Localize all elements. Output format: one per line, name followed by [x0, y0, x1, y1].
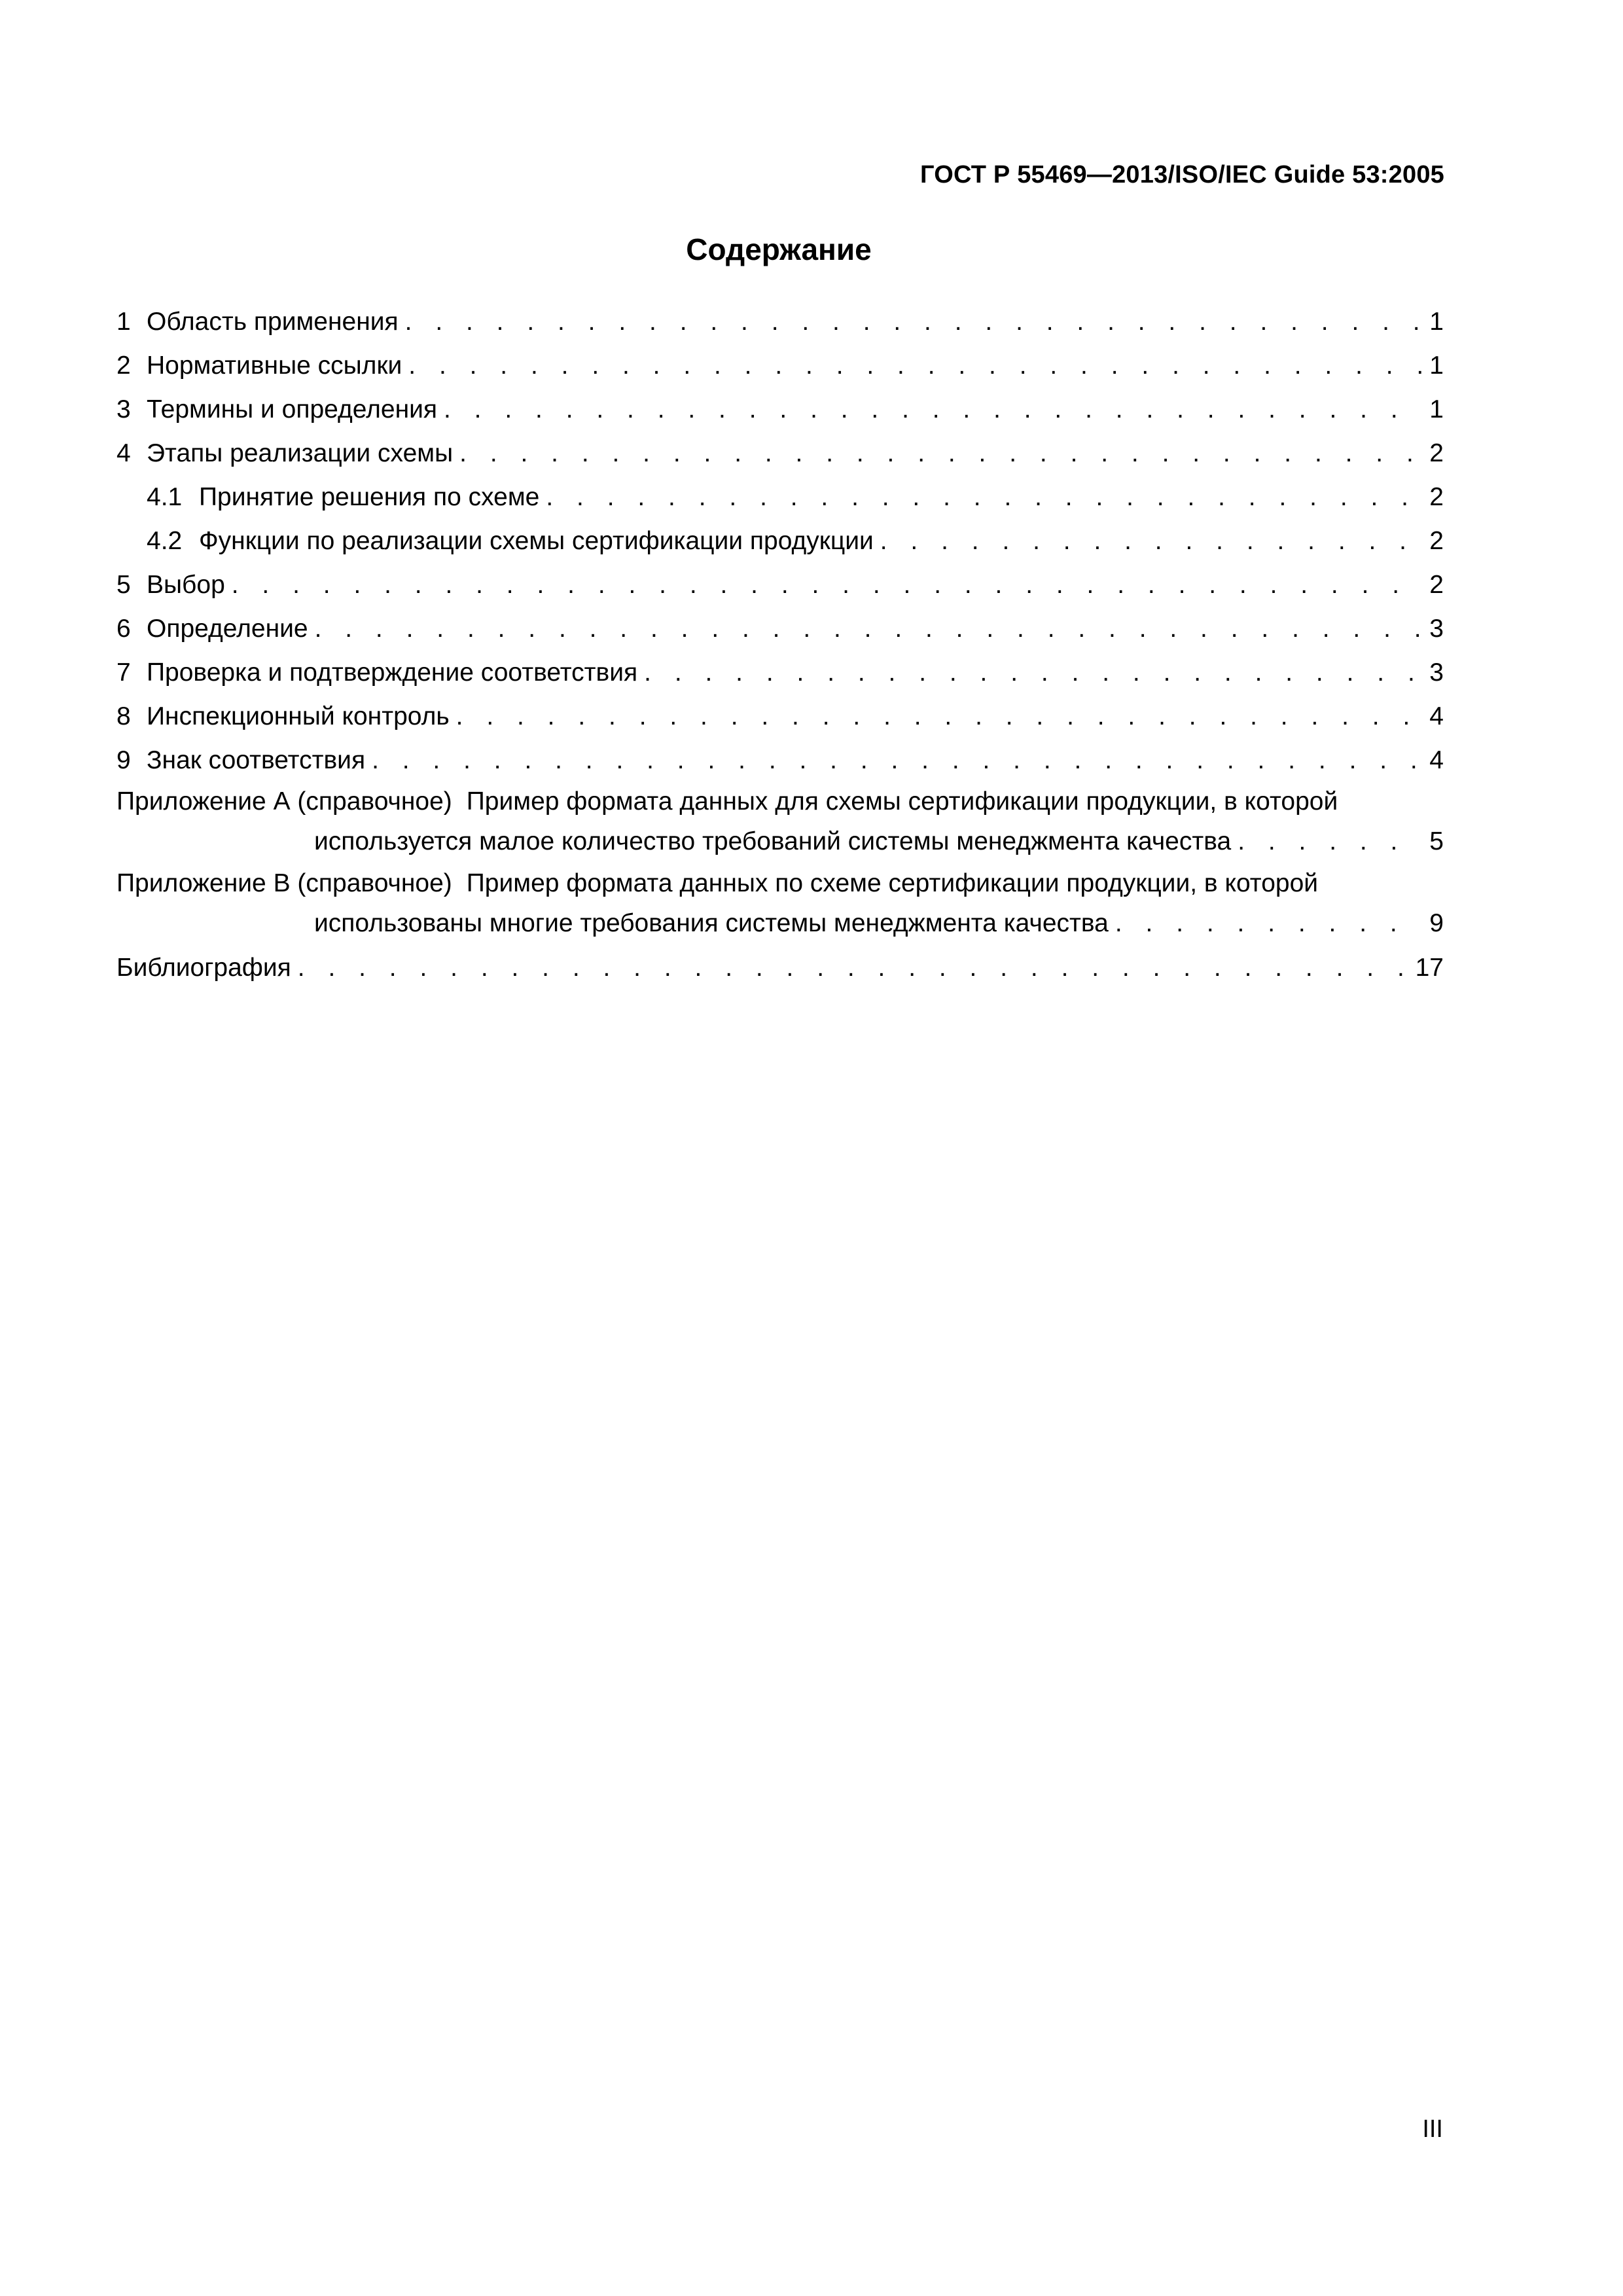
annex-title-line2: использованы многие требования системы менеджмента качества: [314, 909, 1109, 937]
toc-item-number: 9: [116, 746, 131, 774]
toc-item-4-1[interactable]: [116, 475, 1444, 519]
toc-item-number: 7: [116, 658, 131, 687]
annex-heading: Приложение А (справочное): [116, 787, 452, 816]
dot-leader: [1115, 903, 1421, 944]
toc-item-label: Принятие решения по схеме: [199, 483, 540, 511]
toc-item-number: 4.1: [147, 483, 183, 511]
toc-item-label: Область применения: [147, 308, 399, 336]
document-code: ГОСТ Р 55469—2013/ISO/IEC Guide 53:2005: [920, 161, 1444, 188]
toc-item-label: Термины и определения: [147, 395, 438, 423]
toc-item-9[interactable]: [116, 738, 1444, 782]
toc-item-number: 1: [116, 308, 131, 336]
toc-item-7[interactable]: [116, 651, 1444, 694]
dot-leader: [459, 431, 1421, 475]
annex-first-line: [116, 782, 1444, 821]
toc-item-8[interactable]: [116, 694, 1444, 738]
toc-item-page: 9: [1429, 909, 1444, 937]
toc-item-page: 3: [1429, 658, 1444, 687]
toc-title: Содержание: [686, 232, 872, 266]
dot-leader: [546, 475, 1421, 519]
annex-first-line: [116, 864, 1444, 903]
toc-item-number: 8: [116, 702, 131, 730]
annex-title-line1: Пример формата данных по схеме сертификации продукции, в которой: [466, 869, 1319, 897]
annex-title-line2: используется малое количество требований системы менеджмента качества: [314, 827, 1232, 855]
toc-item-page: 17: [1415, 954, 1444, 982]
toc-item-page: 3: [1429, 615, 1444, 643]
annex-second-line: [116, 903, 1444, 944]
toc-item-4[interactable]: [116, 431, 1444, 475]
toc-item-page: 2: [1429, 527, 1444, 555]
annex-heading: Приложение В (справочное): [116, 869, 452, 897]
toc-item-number: 6: [116, 615, 131, 643]
toc-item-label: Этапы реализации схемы: [147, 439, 454, 467]
toc-item-label: Знак соответствия: [147, 746, 366, 774]
toc-item-number: 2: [116, 351, 131, 380]
toc-item-page: 1: [1429, 308, 1444, 336]
toc-item-number: 5: [116, 571, 131, 599]
toc-annex-a[interactable]: [116, 782, 1444, 864]
dot-leader: [408, 344, 1421, 387]
annex-second-line: [116, 821, 1444, 863]
dot-leader: [405, 300, 1421, 344]
toc-item-6[interactable]: [116, 607, 1444, 651]
toc-item-number: 3: [116, 395, 131, 423]
toc-item-page: 5: [1429, 827, 1444, 855]
toc-item-2[interactable]: [116, 344, 1444, 387]
toc-bibliography[interactable]: [116, 946, 1444, 990]
toc-item-page: 2: [1429, 439, 1444, 467]
dot-leader: [315, 607, 1421, 651]
toc-item-4-2[interactable]: [116, 519, 1444, 563]
toc-item-page: 2: [1429, 571, 1444, 599]
toc-item-label: Выбор: [147, 571, 225, 599]
toc-item-number: 4: [116, 439, 131, 467]
toc-item-3[interactable]: [116, 387, 1444, 431]
toc-item-page: 1: [1429, 395, 1444, 423]
dot-leader: [232, 563, 1421, 607]
toc-item-page: 1: [1429, 351, 1444, 380]
toc-item-label: Проверка и подтверждение соответствия: [147, 658, 638, 687]
page-number: III: [1422, 2115, 1443, 2143]
dot-leader: [1238, 821, 1421, 863]
annex-title-line1: Пример формата данных для схемы сертификации продукции, в которой: [466, 787, 1338, 816]
dot-leader: [456, 694, 1421, 738]
toc-item-5[interactable]: [116, 563, 1444, 607]
toc-annex-b[interactable]: [116, 864, 1444, 946]
dot-leader: [298, 946, 1409, 990]
dot-leader: [372, 738, 1421, 782]
toc-item-label: Инспекционный контроль: [147, 702, 450, 730]
toc-item-label: Функции по реализации схемы сертификации продукции: [199, 527, 874, 555]
toc-item-page: 4: [1429, 746, 1444, 774]
toc-item-page: 2: [1429, 483, 1444, 511]
toc-item-label: Определение: [147, 615, 308, 643]
toc-item-label: Нормативные ссылки: [147, 351, 402, 380]
toc-item-page: 4: [1429, 702, 1444, 730]
toc-item-number: 4.2: [147, 527, 183, 555]
dot-leader: [880, 519, 1421, 563]
toc-item-label: Библиография: [116, 954, 291, 982]
table-of-contents: [116, 300, 1444, 990]
dot-leader: [644, 651, 1421, 694]
dot-leader: [444, 387, 1421, 431]
toc-item-1[interactable]: [116, 300, 1444, 344]
